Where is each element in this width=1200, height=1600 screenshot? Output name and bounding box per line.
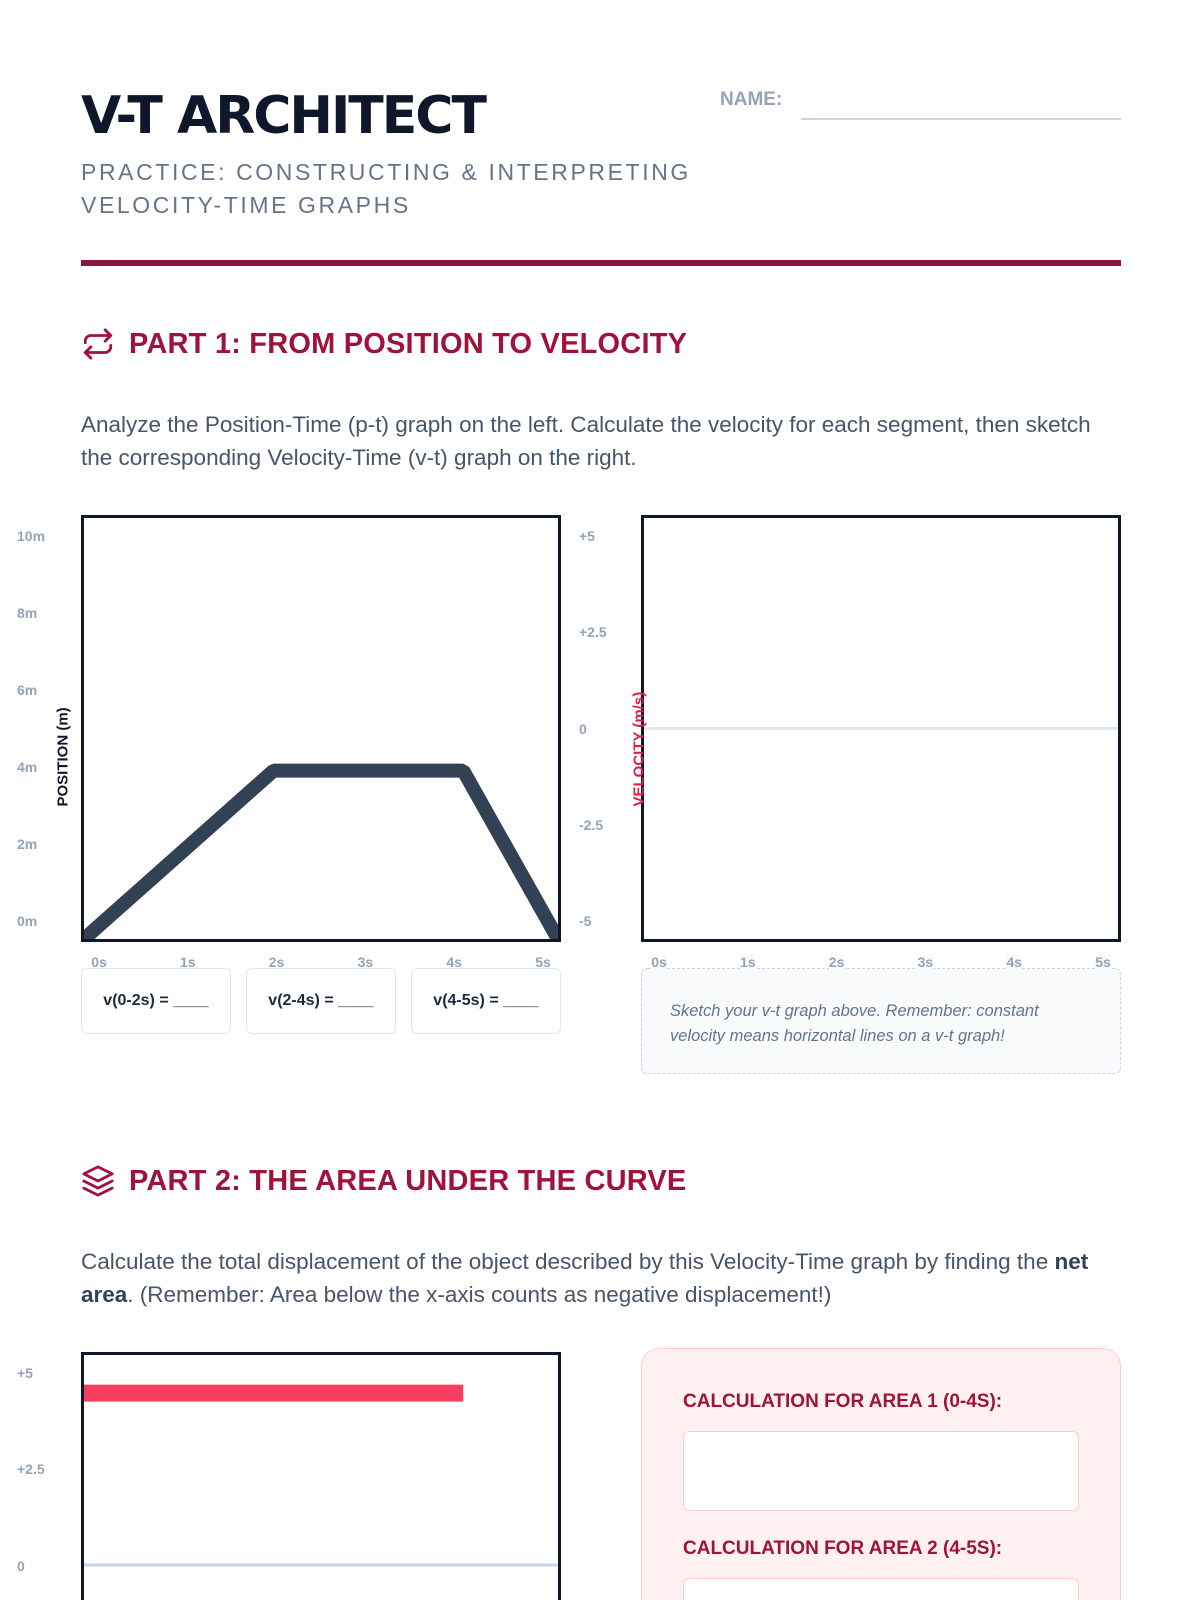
velocity-xtick: 0s <box>651 954 667 970</box>
layers-icon <box>81 1164 115 1198</box>
velocity-xtick: 3s <box>917 954 934 970</box>
velocity-xtick: 1s <box>740 954 756 970</box>
position-xtick: 3s <box>357 954 374 970</box>
part2-title: PART 2: THE AREA UNDER THE CURVE <box>129 1164 687 1197</box>
part2-instructions-bold: net area <box>81 1249 1089 1307</box>
position-plot <box>84 518 558 939</box>
velocity-ytick: 0 <box>579 720 587 737</box>
velocity-sketch-graph[interactable] <box>641 515 1121 942</box>
header-divider <box>81 260 1121 266</box>
part2-instructions <box>81 1245 1126 1311</box>
calc-area2-label: CALCULATION FOR AREA 2 (4-5S): <box>683 1538 1003 1559</box>
position-ytick: 4m <box>17 759 38 775</box>
position-ytick: 2m <box>17 836 38 852</box>
position-ytick: 8m <box>17 605 38 621</box>
velocity-xtick: 4s <box>1006 954 1022 970</box>
velocity-ytick: +5 <box>579 528 595 544</box>
position-ytick: 6m <box>17 682 38 698</box>
position-ytick: 0m <box>17 913 38 929</box>
velocity-plot <box>644 518 1118 939</box>
velocity-axis-title: VELOCITY (m/s) <box>630 691 648 807</box>
sketch-hint-text: Sketch your v-t graph above. Remember: constant velocity means horizontal lines on a v-t graph! <box>670 1002 1039 1045</box>
area-velocity-graph <box>81 1352 561 1600</box>
position-ytick: 10m <box>17 528 46 544</box>
repeat-arrows-icon <box>81 327 115 361</box>
name-label: NAME: <box>720 89 783 110</box>
area-ytick: 0 <box>17 1557 25 1574</box>
velocity-ytick: +2.5 <box>579 624 607 641</box>
position-xtick: 0s <box>91 954 107 970</box>
position-time-graph <box>81 515 561 942</box>
calculation-panel <box>641 1348 1121 1600</box>
name-field[interactable] <box>801 118 1121 120</box>
velocity-xtick: 2s <box>828 954 845 970</box>
calc-area1-label: CALCULATION FOR AREA 1 (0-4S): <box>683 1391 1003 1412</box>
position-xtick: 4s <box>446 954 462 970</box>
page-subtitle: PRACTICE: CONSTRUCTING & INTERPRETING VELOCITY-TIME GRAPHS <box>81 159 691 218</box>
area-ytick: +2.5 <box>17 1461 45 1478</box>
position-xtick: 5s <box>535 954 551 970</box>
worksheet-header <box>81 86 1121 268</box>
position-series-line <box>84 771 558 939</box>
position-xtick: 1s <box>180 954 196 970</box>
sketch-hint <box>641 968 1121 1074</box>
part1-heading <box>81 327 687 361</box>
area-ytick: +5 <box>17 1365 33 1381</box>
part2-heading <box>81 1164 686 1198</box>
velocity-blank-2[interactable]: v(2-4s) = ____ <box>246 968 396 1034</box>
velocity-ytick: -2.5 <box>579 816 604 833</box>
part1-instructions: Analyze the Position-Time (p-t) graph on the left. Calculate the velocity for each segment, then sketch the corresponding Velocity-Time (v-t) graph on the right. <box>81 412 1091 470</box>
part2-instructions-start: Calculate the total displacement of the object described by this Velocity-Time graph by finding the <box>81 1249 1055 1274</box>
position-xtick: 2s <box>268 954 285 970</box>
page-title: V-T ARCHITECT <box>81 86 485 146</box>
velocity-ytick: -5 <box>579 913 592 929</box>
velocity-blank-1[interactable]: v(0-2s) = ____ <box>81 968 231 1034</box>
velocity-blank-3[interactable]: v(4-5s) = ____ <box>411 968 561 1034</box>
calc-area1-input[interactable] <box>683 1431 1079 1511</box>
part2-instructions-end: . (Remember: Area below the x-axis counts as negative displacement!) <box>127 1282 832 1307</box>
velocity-xtick: 5s <box>1095 954 1111 970</box>
area-plot <box>84 1355 558 1600</box>
calc-area2-input[interactable] <box>683 1578 1079 1600</box>
position-axis-title: POSITION (m) <box>54 707 72 807</box>
part1-title: PART 1: FROM POSITION TO VELOCITY <box>129 327 688 360</box>
